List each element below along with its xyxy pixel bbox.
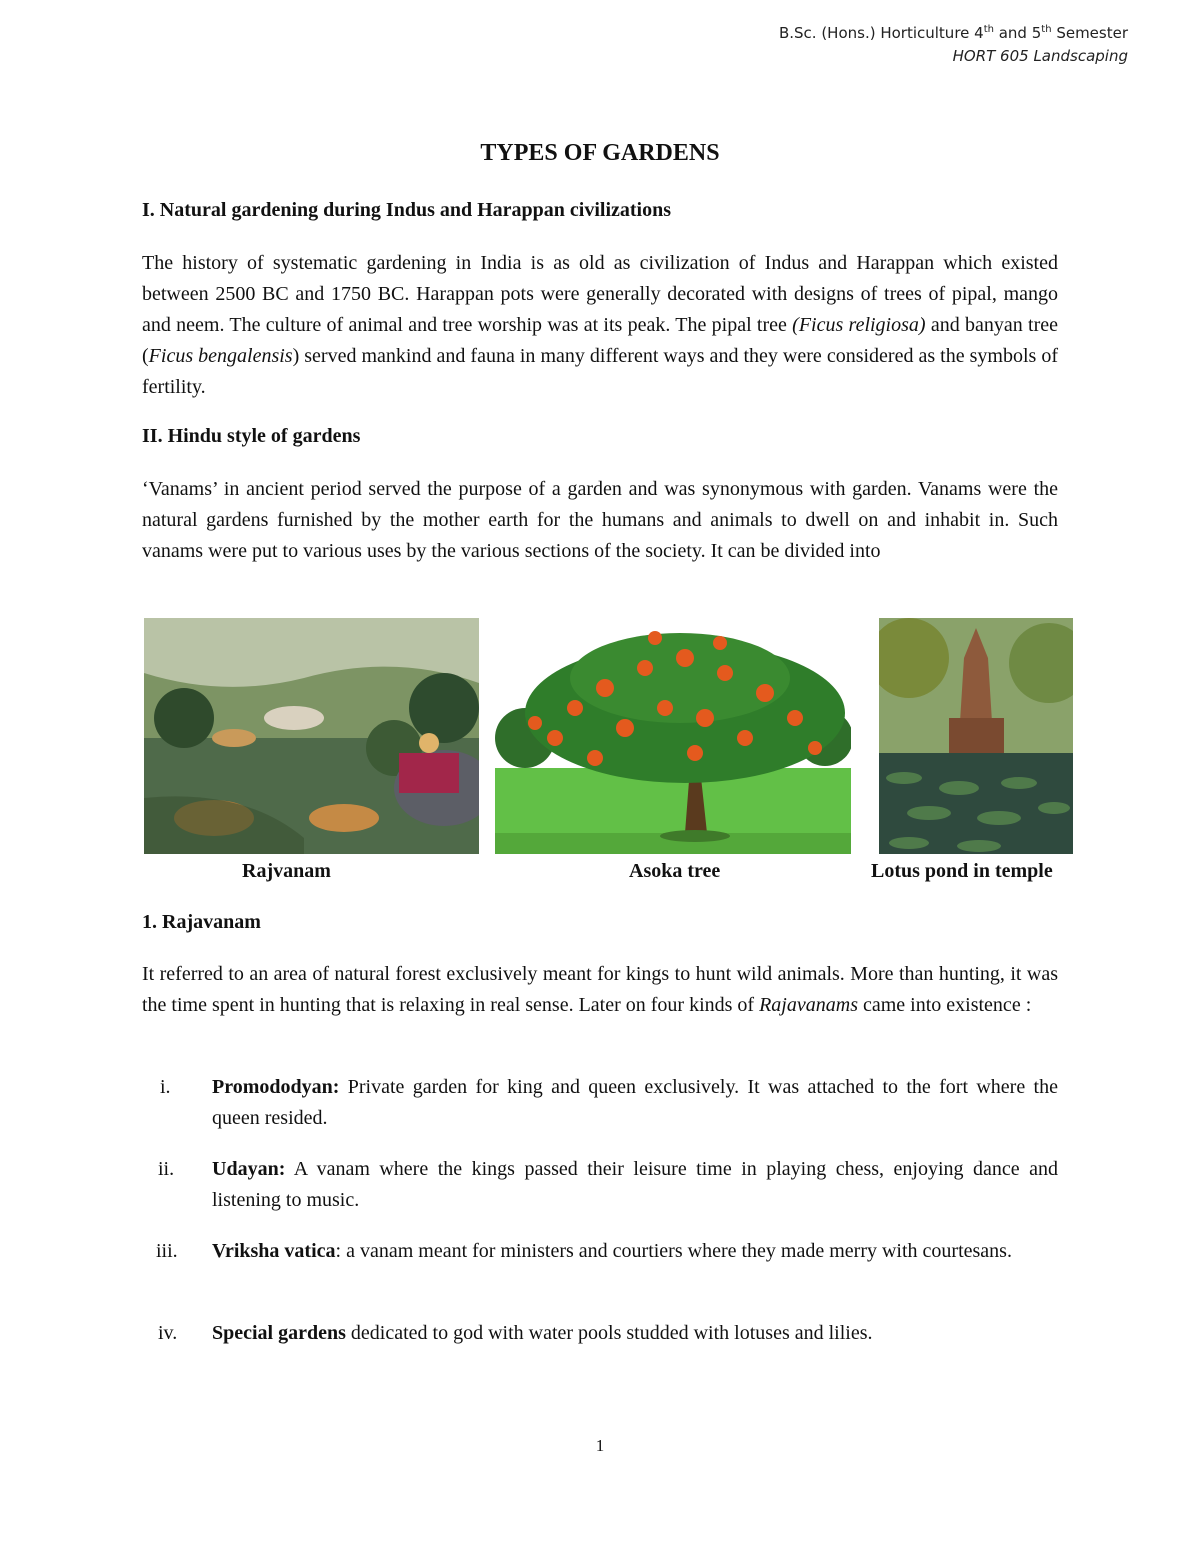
- section-paragraph-hindu: ‘Vanams’ in ancient period served the purpose of a garden and was synonymous with garden. Vanams were the natural gardens furnished by the mother earth for the humans and animals to dwell on and inhabit in. Such vanams were put to various uses by the various sections of the society. It can be divided into: [142, 478, 1058, 562]
- list-item-text: Vriksha vatica: a vanam meant for ministers and courtiers where they made merry with courtesans.: [212, 1240, 1012, 1262]
- header-program: B.Sc. (Hons.) Horticulture 4th and 5th Semester: [778, 24, 1128, 42]
- list-item-number: iii.: [156, 1240, 178, 1262]
- figure-caption-lotus: Lotus pond in temple: [871, 860, 1053, 882]
- figure-caption-asoka: Asoka tree: [629, 860, 721, 882]
- lotus-pond-temple-image: [879, 618, 1073, 854]
- page-title: TYPES OF GARDENS: [480, 140, 720, 166]
- list-item: [142, 1072, 1058, 1134]
- list-item-text: Promododyan: Private garden for king and queen exclusively. It was attached to the fort where the queen resided.: [212, 1076, 1058, 1129]
- section-heading-hindu: II. Hindu style of gardens: [142, 425, 361, 447]
- list-item-text: Special gardens dedicated to god with water pools studded with lotuses and lilies.: [212, 1322, 873, 1344]
- list-item: [142, 1154, 1058, 1216]
- list-item-text: Udayan: A vanam where the kings passed their leisure time in playing chess, enjoying dance and listening to music.: [212, 1158, 1058, 1211]
- list-item-number: iv.: [158, 1322, 178, 1344]
- list-item: [142, 1318, 1058, 1349]
- list-item-number: i.: [160, 1076, 171, 1098]
- section-paragraph-natural: The history of systematic gardening in India is as old as civilization of Indus and Harappan which existed between 2500 BC and 1750 BC. Harappan pots were generally decorated with designs of trees of pipal, mango and neem. The culture of animal and tree worship was at its peak. The pipal tree (Ficus religiosa) and banyan tree (Ficus bengalensis) served mankind and fauna in many different ways and they were considered as the symbols of fertility.: [142, 252, 1058, 398]
- rajvanam-painting-image: [144, 618, 479, 854]
- list-item-number: ii.: [158, 1158, 175, 1180]
- subsection-heading-rajavanam: 1. Rajavanam: [142, 911, 261, 933]
- subsection-paragraph-rajavanam: It referred to an area of natural forest exclusively meant for kings to hunt wild animals. More than hunting, it was the time spent in hunting that is relaxing in real sense. Later on four kinds of Rajavanams came into existence :: [142, 963, 1058, 1016]
- section-heading-natural: I. Natural gardening during Indus and Harappan civilizations: [142, 199, 672, 221]
- asoka-tree-image: [495, 618, 851, 854]
- list-item: [142, 1236, 1058, 1267]
- header-course: HORT 605 Landscaping: [952, 47, 1128, 65]
- page-number: 1: [595, 1436, 605, 1455]
- figure-caption-rajvanam: Rajvanam: [242, 860, 331, 882]
- page-header: [779, 18, 1128, 68]
